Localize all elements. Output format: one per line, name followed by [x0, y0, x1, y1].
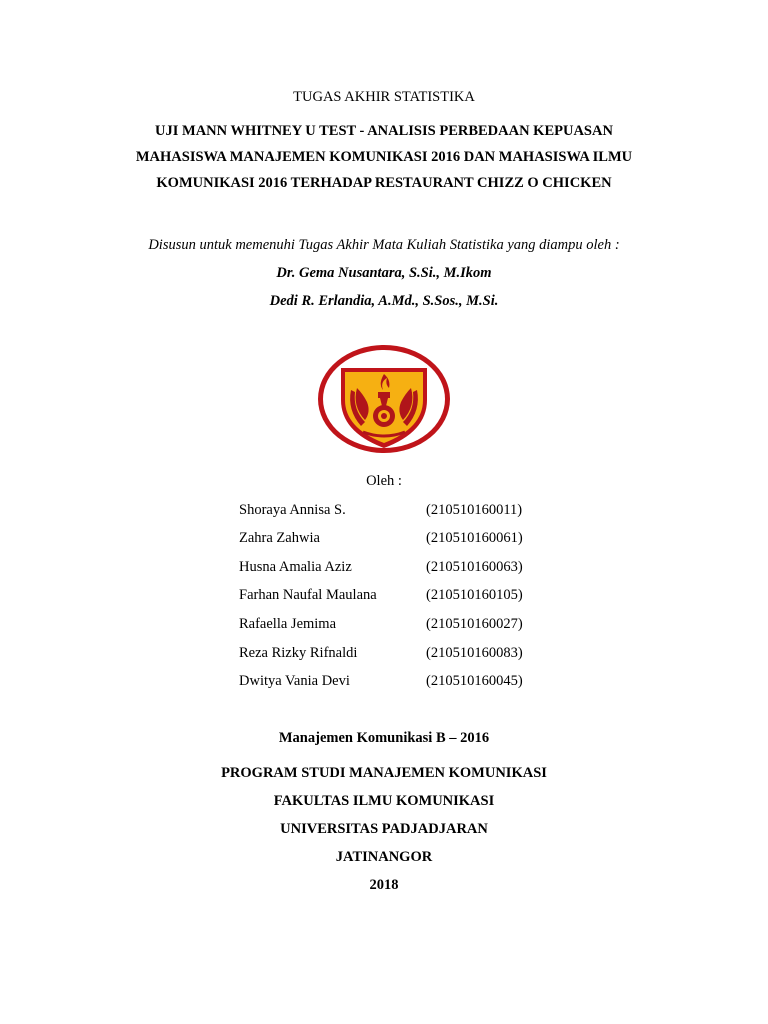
title-line-3: KOMUNIKASI 2016 TERHADAP RESTAURANT CHIZZ O CHICKEN	[156, 175, 612, 191]
faculty-name: FAKULTAS ILMU KOMUNIKASI	[273, 793, 495, 809]
member-id: (210510160045)	[426, 673, 523, 689]
course-heading: TUGAS AKHIR STATISTIKA	[293, 89, 475, 105]
authors-label: Oleh :	[366, 473, 402, 489]
program-name: PROGRAM STUDI MANAJEMEN KOMUNIKASI	[221, 765, 547, 781]
member-name: Shoraya Annisa S.	[239, 502, 346, 518]
member-name: Rafaella Jemima	[239, 616, 337, 632]
member-name: Husna Amalia Aziz	[239, 559, 352, 575]
title-line-1: UJI MANN WHITNEY U TEST - ANALISIS PERBEDAAN KEPUASAN	[155, 123, 613, 139]
member-name: Reza Rizky Rifnaldi	[239, 645, 358, 661]
class-label: Manajemen Komunikasi B – 2016	[278, 730, 490, 746]
university-name: UNIVERSITAS PADJADJARAN	[280, 821, 488, 837]
title-line-2: MAHASISWA MANAJEMEN KOMUNIKASI 2016 DAN MAHASISWA ILMU	[135, 149, 633, 165]
year: 2018	[369, 877, 399, 893]
member-name: Farhan Naufal Maulana	[239, 587, 377, 603]
member-id: (210510160027)	[426, 616, 523, 632]
member-id: (210510160011)	[426, 502, 523, 518]
member-name: Dwitya Vania Devi	[239, 673, 350, 689]
lecturer-2: Dedi R. Erlandia, A.Md., S.Sos., M.Si.	[269, 293, 499, 309]
member-id: (210510160083)	[426, 645, 523, 661]
universitas-padjadjaran-emblem-icon	[317, 344, 451, 454]
member-id: (210510160105)	[426, 587, 523, 603]
purpose-text: Disusun untuk memenuhi Tugas Akhir Mata Kuliah Statistika yang diampu oleh :	[148, 237, 620, 253]
member-id: (210510160061)	[426, 530, 523, 546]
member-name: Zahra Zahwia	[239, 530, 320, 546]
lecturer-1: Dr. Gema Nusantara, S.Si., M.Ikom	[276, 265, 492, 281]
city-name: JATINANGOR	[335, 849, 433, 865]
member-id: (210510160063)	[426, 559, 523, 575]
